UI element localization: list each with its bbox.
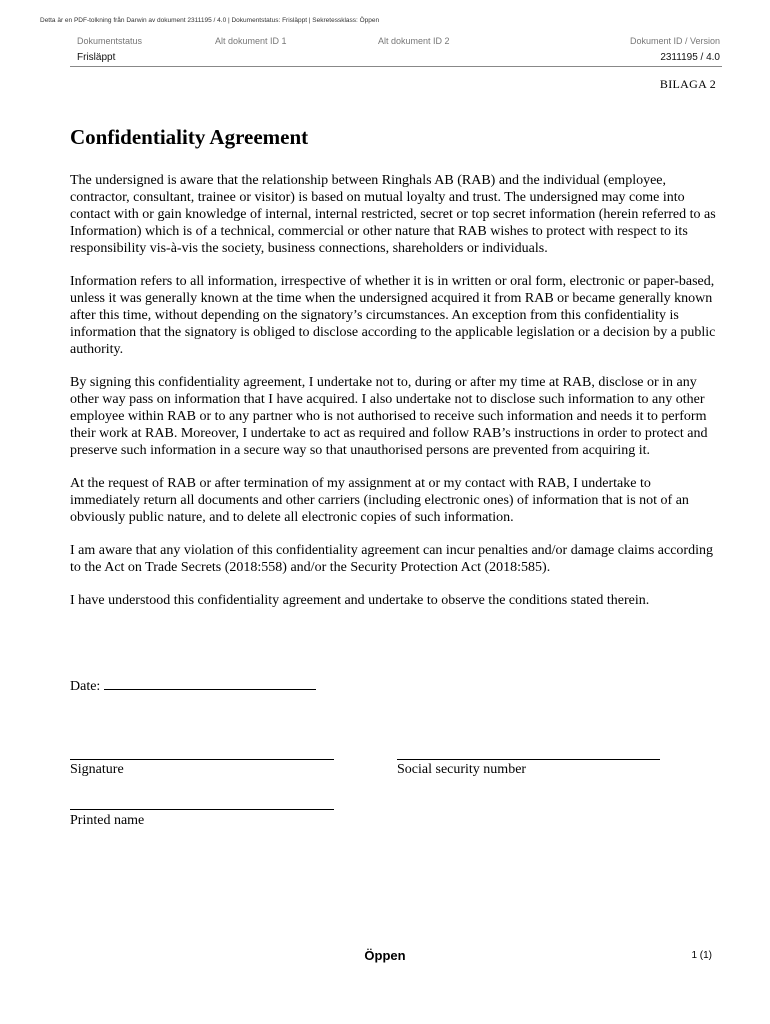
ssn-line[interactable] [397, 759, 660, 760]
docid-value: 2311195 / 4.0 [660, 52, 720, 63]
paragraph-1: The undersigned is aware that the relationship between Ringhals AB (RAB) and the individual (employee, contractor, consultant, trainee or visitor) is based on mutual loyalty and trust. The undersigned may come into contact with or gain knowledge of internal, internal restricted, secret or top secret information (herein referred to as Information) which is of a technical, commercial or other nature that RAB wishes to protect with respect to its responsibility vis-à-vis the society, business connections, shareholders or individuals. [70, 173, 716, 256]
header-divider [70, 66, 722, 67]
printed-name-line[interactable] [70, 809, 334, 810]
paragraph-4: At the request of RAB or after termination of my assignment at or my contact with RAB, I undertake to immediately return all documents and other carriers (including electronic ones) of information that is not of an obviously public nature, and to delete all electronic copies of such information. [70, 476, 689, 525]
classification-footer: Öppen [364, 948, 406, 963]
signature-line[interactable] [70, 759, 334, 760]
paragraph-5: I am aware that any violation of this confidentiality agreement can incur penalties and/or damage claims according to the Act on Trade Secrets (2018:558) and/or the Security Protection Act (2018:585). [70, 543, 713, 575]
date-label: Date: [70, 679, 101, 694]
status-value: Frisläppt [77, 52, 116, 63]
docid-label: Dokument ID / Version [629, 36, 720, 46]
pdf-conversion-note: Detta är en PDF-tolkning från Darwin av dokument 2311195 / 4.0 | Dokumentstatus: Frisläppt | Sekretessklass: Öppen [40, 17, 380, 24]
signature-label: Signature [70, 762, 124, 777]
status-label: Dokumentstatus [77, 36, 143, 46]
document-title: Confidentiality Agreement [70, 125, 309, 149]
paragraph-3: By signing this confidentiality agreement, I undertake not to, during or after my time at RAB, disclose or in any other way pass on information that I have acquired. I also undertake not to disclose such information to any other employee within RAB or to any partner who is not authorised to receive such information and needs it to perform their work at RAB. Moreover, I undertake to act as required and follow RAB’s instructions in order to protect and preserve such information in a secure way so that unauthorised persons are prevented from acquiring it. [70, 375, 708, 458]
appendix-label: BILAGA 2 [659, 77, 716, 91]
page-number: 1 (1) [691, 950, 712, 961]
ssn-label: Social security number [397, 762, 527, 777]
alt-id1-label: Alt dokument ID 1 [215, 36, 287, 46]
alt-id2-label: Alt dokument ID 2 [378, 36, 450, 46]
printed-name-label: Printed name [70, 813, 145, 828]
paragraph-2: Information refers to all information, irrespective of whether it is in written or oral form, electronic or paper-based, unless it was generally known at the time when the undersigned acquired it from RAB or became generally known after this time, without depending on the signatory’s circumstances. An exception from this confidentiality is information that the signatory is obliged to disclose according to the applicable legislation or a decision by a public authority. [70, 274, 716, 357]
date-underline[interactable] [104, 677, 316, 690]
paragraph-6: I have understood this confidentiality agreement and undertake to observe the conditions stated therein. [70, 593, 650, 608]
date-field[interactable] [70, 677, 316, 695]
agreement-body [70, 172, 718, 625]
